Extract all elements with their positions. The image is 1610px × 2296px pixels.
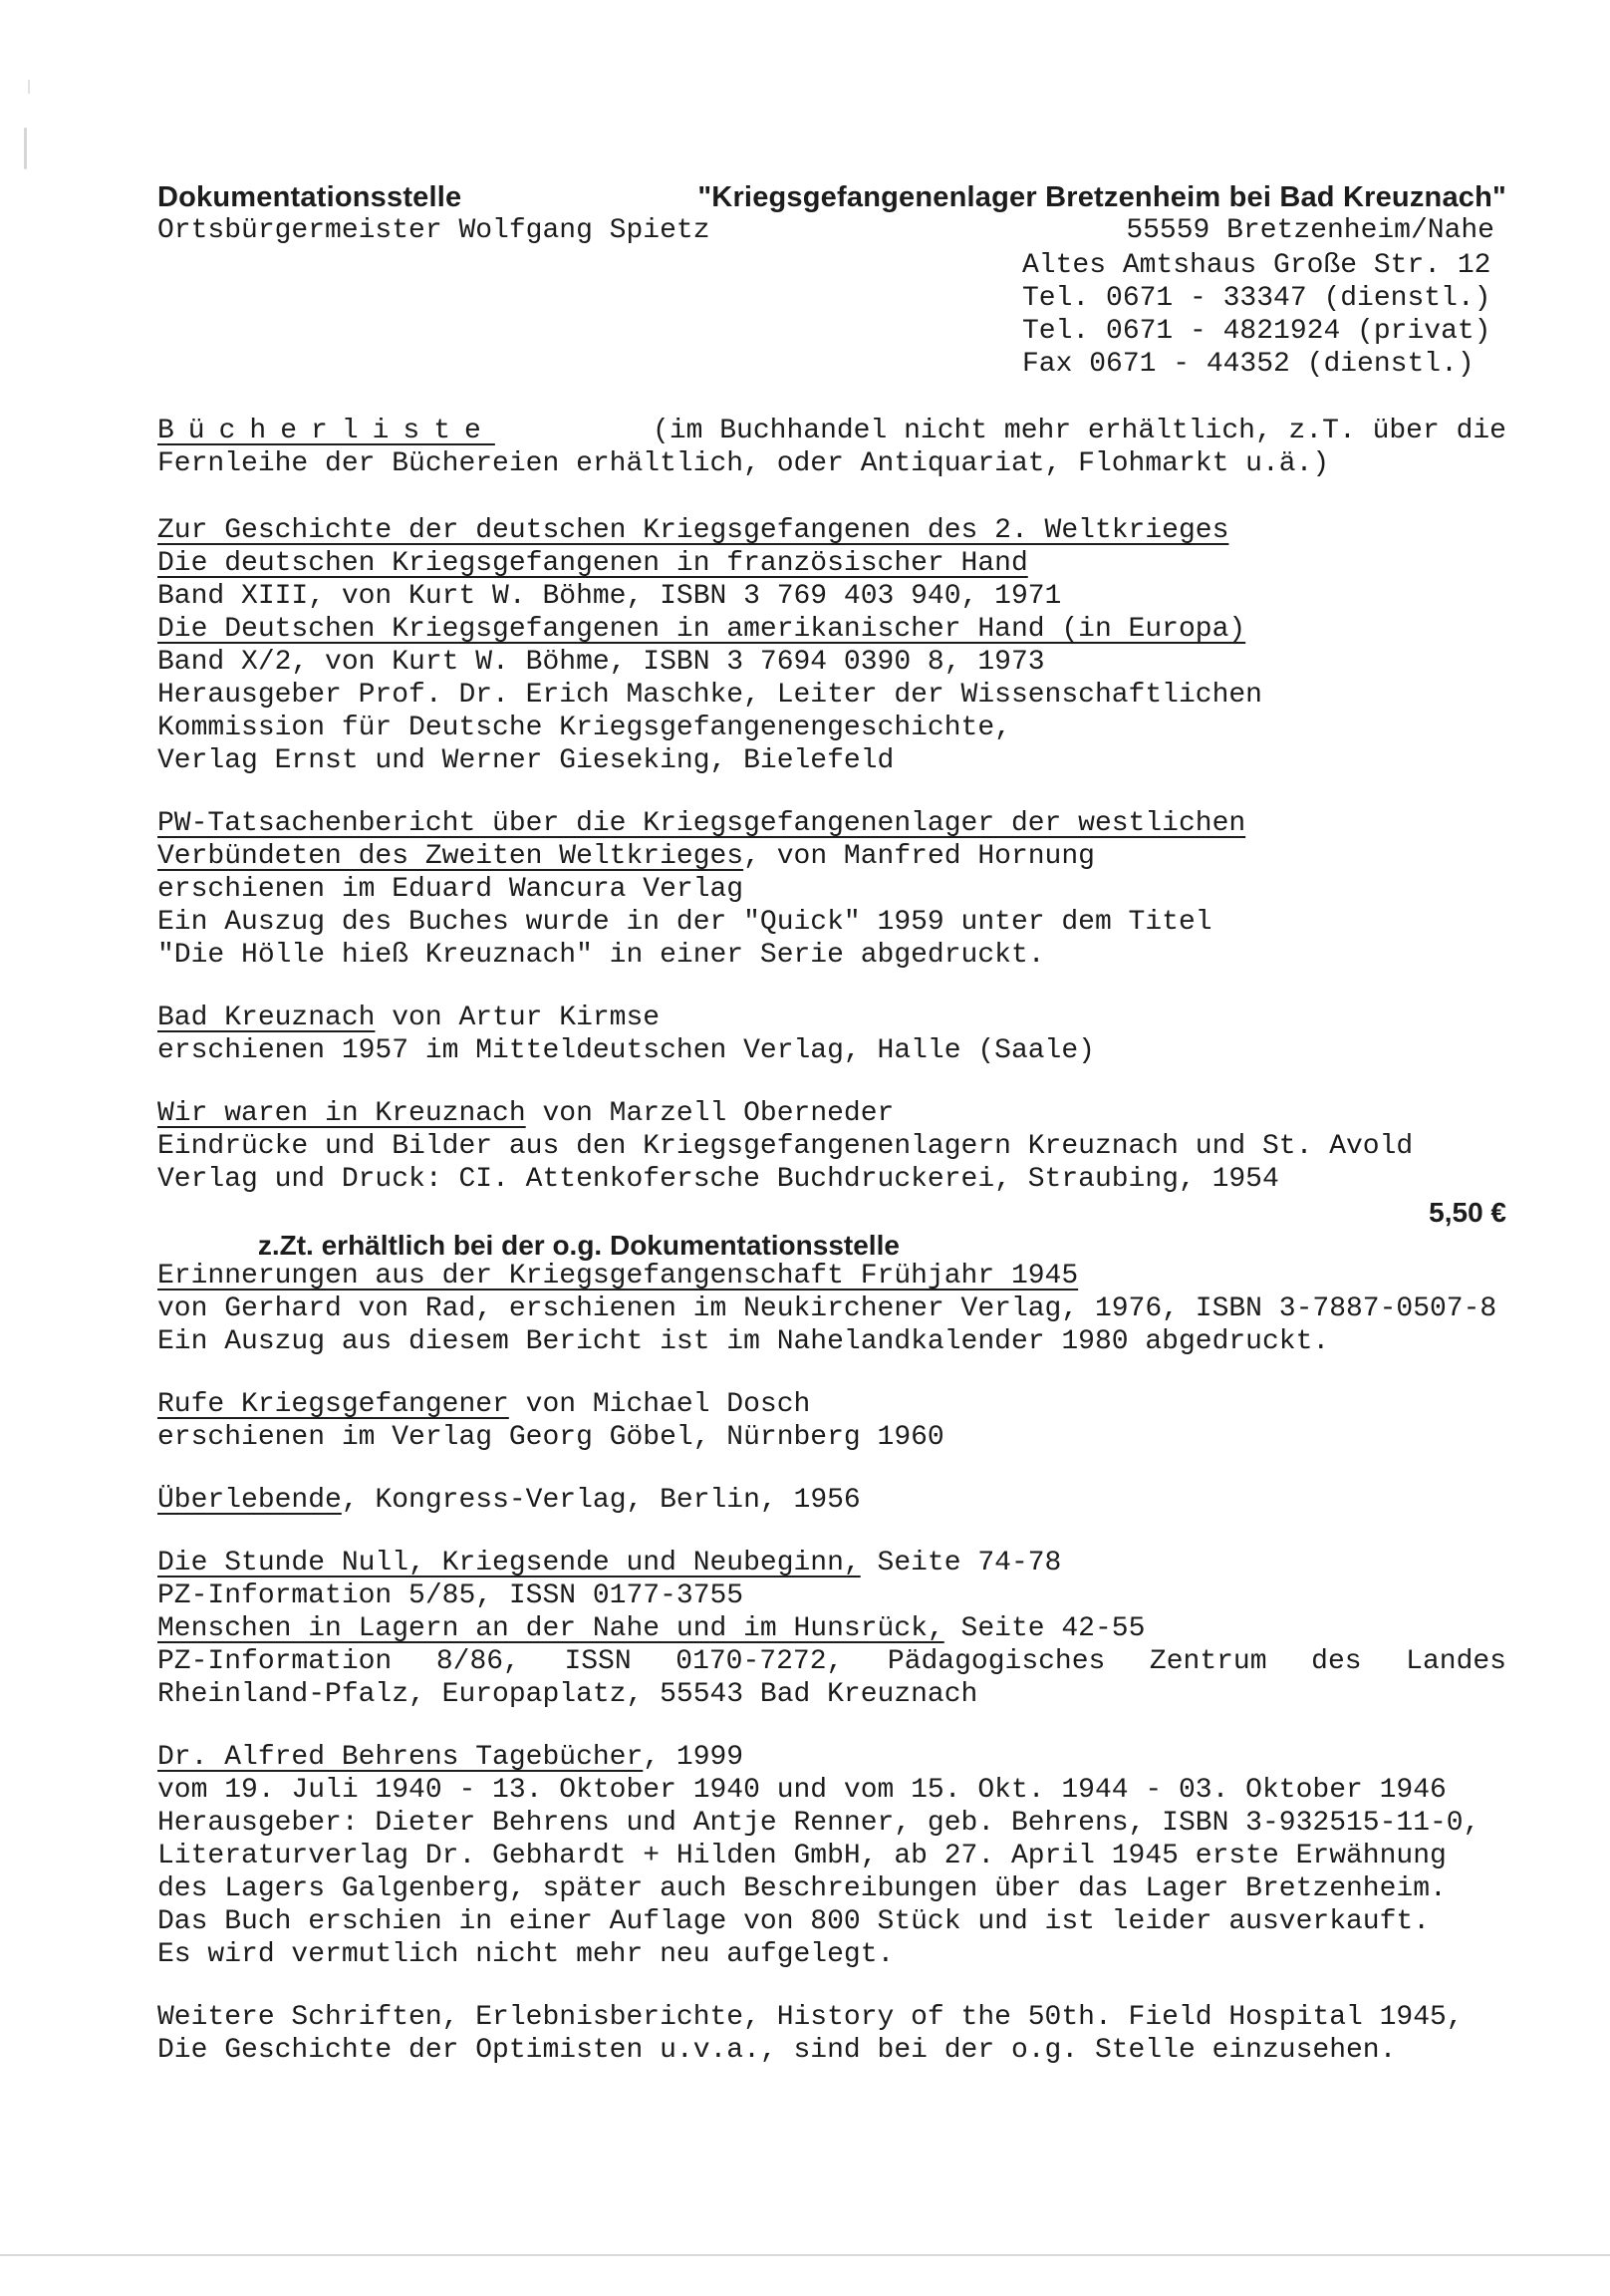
closing-line: Die Geschichte der Optimisten u.v.a., sind bei der o.g. Stelle einzusehen. [157,2035,1397,2066]
author: von Marzell Oberneder [525,1098,895,1129]
book-subtitle: Eindrücke und Bilder aus den Kriegsgefangenenlagern Kreuznach und St. Avold [157,1131,1414,1162]
intro-note: (im Buchhandel nicht mehr erhältlich, z.T. über die [653,416,1506,446]
price: 5,50 € [1429,1197,1506,1228]
publisher-line: Verlag und Druck: CI. Attenkofersche Buchdruckerei, Straubing, 1954 [157,1164,1279,1195]
year: , 1999 [643,1742,744,1773]
scan-artifact [24,128,27,169]
availability-note: z.Zt. erhältlich bei der o.g. Dokumentationsstelle [257,1230,900,1261]
publisher-line: Verlag Ernst und Werner Gieseking, Bielefeld [157,745,895,776]
address-street: Altes Amtshaus Große Str. 12 [1022,250,1491,281]
excerpt-line: "Die Hölle hieß Kreuznach" in einer Serie abgedruckt. [157,940,1045,971]
excerpt-line: Ein Auszug des Buches wurde in der "Quick" 1959 unter dem Titel [157,907,1212,938]
publisher-line: erschienen 1957 im Mitteldeutschen Verlag, Halle (Saale) [157,1035,1095,1066]
page-range: Seite 42-55 [943,1613,1146,1644]
book-list-heading: Bücherliste [157,416,495,446]
book-title: Rufe Kriegsgefangener [157,1389,509,1420]
detail-line: Das Buch erschien in einer Auflage von 800 Stück und ist leider ausverkauft. [157,1906,1431,1937]
book-title: Die Deutschen Kriegsgefangenen in amerikanischer Hand (in Europa) [157,614,1246,645]
letterhead-title-row [157,181,1506,215]
entry-oberneder [157,1097,1506,1261]
org-name: Dokumentationsstelle [157,181,462,213]
author: von Michael Dosch [508,1389,811,1420]
availability-row [157,1196,1506,1261]
entry-kirmse [157,1002,1506,1067]
detail-line: Literaturverlag Dr. Gebhardt + Hilden GmbH, ab 27. April 1945 erste Erwähnung [157,1841,1447,1871]
word: Pädagogisches [887,1646,1106,1677]
book-title: PW-Tatsachenbericht über die Kriegsgefangenenlager der westlichen [157,808,1246,839]
publisher-line: erschienen im Eduard Wancura Verlag [157,874,744,905]
book-title: Die deutschen Kriegsgefangenen in französischer Hand [157,548,1028,579]
address-city: 55559 Bretzenheim/Nahe [1126,215,1494,246]
phone-work: Tel. 0671 - 33347 (dienstl.) [1022,283,1491,314]
book-details: Band X/2, von Kurt W. Böhme, ISBN 3 7694 0390 8, 1973 [157,647,1045,678]
excerpt-line: Ein Auszug aus diesem Bericht ist im Nahelandkalender 1980 abgedruckt. [157,1326,1330,1357]
entry-boehme [157,514,1506,777]
book-details: , Kongress-Verlag, Berlin, 1956 [341,1485,861,1516]
detail-line: des Lagers Galgenberg, später auch Beschreibungen über das Lager Bretzenheim. [157,1873,1447,1904]
word: des [1311,1646,1362,1677]
intro-note-continued: Fernleihe der Büchereien erhältlich, oder Antiquariat, Flohmarkt u.ä.) [157,448,1330,479]
issn-line: PZ-Information 5/85, ISSN 0177-3755 [157,1580,744,1611]
closing-line: Weitere Schriften, Erlebnisberichte, History of the 50th. Field Hospital 1945, [157,2002,1464,2033]
phone-private: Tel. 0671 - 4821924 (privat) [1022,316,1491,347]
commission-line: Kommission für Deutsche Kriegsgefangenengeschichte, [157,713,1011,743]
entry-pz-information [157,1547,1506,1711]
detail-line: Es wird vermutlich nicht mehr neu aufgelegt. [157,1939,895,1970]
closing-note [157,2001,1506,2067]
book-title-continued: Verbündeten des Zweiten Weltkrieges [157,841,744,872]
book-details: von Gerhard von Rad, erschienen im Neukirchener Verlag, 1976, ISBN 3-7887-0507-8 [157,1293,1497,1324]
detail-line: Herausgeber: Dieter Behrens und Antje Renner, geb. Behrens, ISBN 3-932515-11-0, [157,1808,1480,1839]
org-subject: "Kriegsgefangenenlager Bretzenheim bei Bad Kreuznach" [697,181,1506,213]
book-title: Bad Kreuznach [157,1003,376,1033]
fax-number: Fax 0671 - 44352 (dienstl.) [1022,349,1475,380]
mayor-name: Ortsbürgermeister Wolfgang Spietz [157,215,710,246]
word: Zentrum [1149,1646,1267,1677]
book-title: Dr. Alfred Behrens Tagebücher [157,1742,644,1773]
entry-behrens [157,1741,1506,1971]
book-list-intro [157,415,1506,480]
author: , von Manfred Hornung [743,841,1095,872]
article-title: Menschen in Lagern an der Nahe und im Hunsrück, [157,1613,944,1644]
word: 0170-7272, [675,1646,844,1677]
page-edge [0,2254,1610,2256]
book-title: Erinnerungen aus der Kriegsgefangenschaft Frühjahr 1945 [157,1261,1079,1292]
word: ISSN [564,1646,632,1677]
contact-block [1022,249,1506,381]
editor-line: Herausgeber Prof. Dr. Erich Maschke, Leiter der Wissenschaftlichen [157,680,1262,711]
word: PZ-Information [157,1646,393,1677]
series-title: Zur Geschichte der deutschen Kriegsgefangenen des 2. Weltkrieges [157,515,1229,546]
intro-line [157,415,1506,447]
word: Landes [1406,1646,1506,1677]
publisher-line: erschienen im Verlag Georg Göbel, Nürnberg 1960 [157,1422,944,1453]
address-line: Rheinland-Pfalz, Europaplatz, 55543 Bad Kreuznach [157,1679,978,1710]
word: 8/86, [435,1646,520,1677]
letterhead-mayor-row [157,215,1506,249]
scan-artifact [28,80,30,94]
entry-dosch [157,1388,1506,1454]
issn-line [157,1645,1506,1678]
entry-ueberlebende [157,1484,1506,1517]
article-title: Die Stunde Null, Kriegsende und Neubeginn, [157,1548,861,1578]
page-range: Seite 74-78 [860,1548,1062,1578]
book-details: Band XIII, von Kurt W. Böhme, ISBN 3 769 403 940, 1971 [157,581,1062,612]
book-title: Überlebende [157,1485,342,1516]
entry-rad [157,1260,1506,1358]
detail-line: vom 19. Juli 1940 - 13. Oktober 1940 und vom 15. Okt. 1944 - 03. Oktober 1946 [157,1775,1447,1806]
entry-hornung [157,807,1506,972]
author: von Artur Kirmse [375,1003,661,1033]
book-title: Wir waren in Kreuznach [157,1098,526,1129]
document-page [157,181,1506,2067]
